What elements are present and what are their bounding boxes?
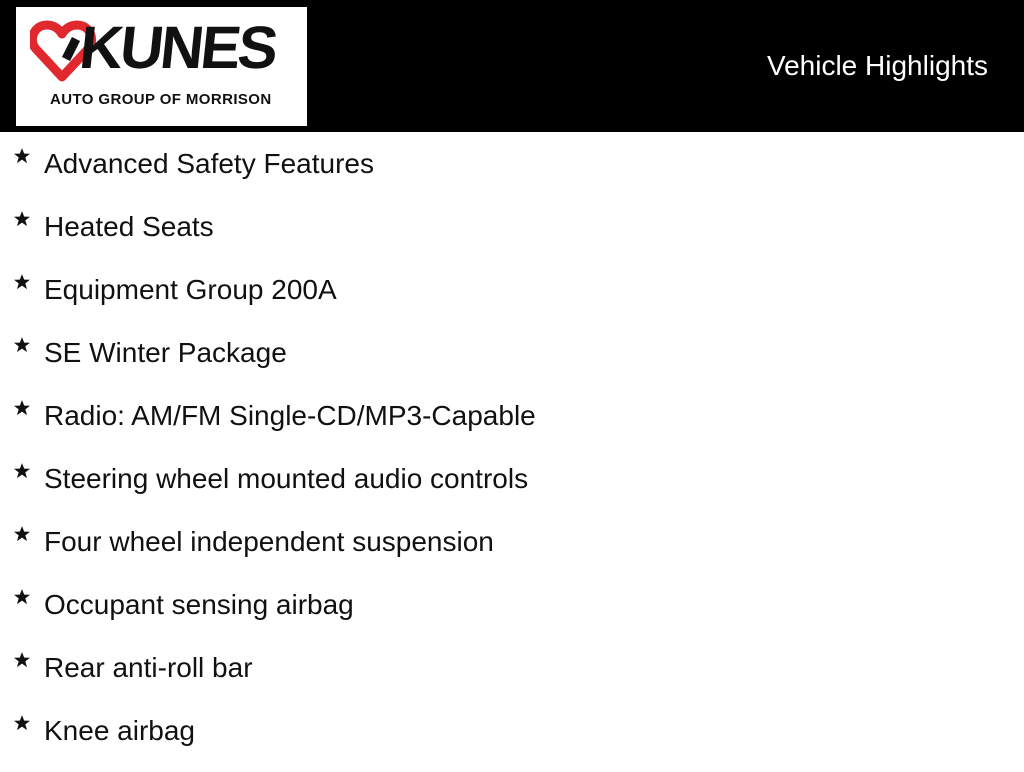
star-icon bbox=[12, 524, 32, 544]
highlight-item bbox=[0, 268, 1024, 331]
highlight-item bbox=[0, 520, 1024, 583]
highlight-label: Equipment Group 200A bbox=[44, 274, 337, 305]
logo-subtitle: AUTO GROUP OF MORRISON bbox=[50, 91, 272, 108]
highlight-item bbox=[0, 394, 1024, 457]
highlight-label: Advanced Safety Features bbox=[44, 148, 374, 179]
highlight-label: Heated Seats bbox=[44, 211, 214, 242]
logo-wordmark: KUNES bbox=[76, 14, 279, 81]
highlights-list bbox=[0, 142, 1024, 772]
highlight-item bbox=[0, 457, 1024, 520]
highlight-label: SE Winter Package bbox=[44, 337, 287, 368]
highlight-item bbox=[0, 142, 1024, 205]
star-icon bbox=[12, 335, 32, 355]
highlight-item bbox=[0, 709, 1024, 772]
highlight-label: Occupant sensing airbag bbox=[44, 589, 354, 620]
highlight-item bbox=[0, 205, 1024, 268]
star-icon bbox=[12, 650, 32, 670]
highlight-item bbox=[0, 646, 1024, 709]
star-icon bbox=[12, 461, 32, 481]
star-icon bbox=[12, 398, 32, 418]
star-icon bbox=[12, 272, 32, 292]
page-title: Vehicle Highlights bbox=[766, 50, 988, 81]
highlight-label: Four wheel independent suspension bbox=[44, 526, 494, 557]
highlight-label: Knee airbag bbox=[44, 715, 196, 746]
highlight-label: Rear anti-roll bar bbox=[44, 652, 253, 683]
star-icon bbox=[12, 587, 32, 607]
star-icon bbox=[12, 713, 32, 733]
dealer-logo[interactable] bbox=[16, 7, 307, 126]
highlight-label: Radio: AM/FM Single-CD/MP3-Capable bbox=[44, 400, 536, 431]
highlight-item bbox=[0, 583, 1024, 646]
highlight-label: Steering wheel mounted audio controls bbox=[44, 463, 529, 494]
highlight-item bbox=[0, 331, 1024, 394]
star-icon bbox=[12, 146, 32, 166]
star-icon bbox=[12, 209, 32, 229]
header-bar bbox=[0, 0, 1024, 132]
